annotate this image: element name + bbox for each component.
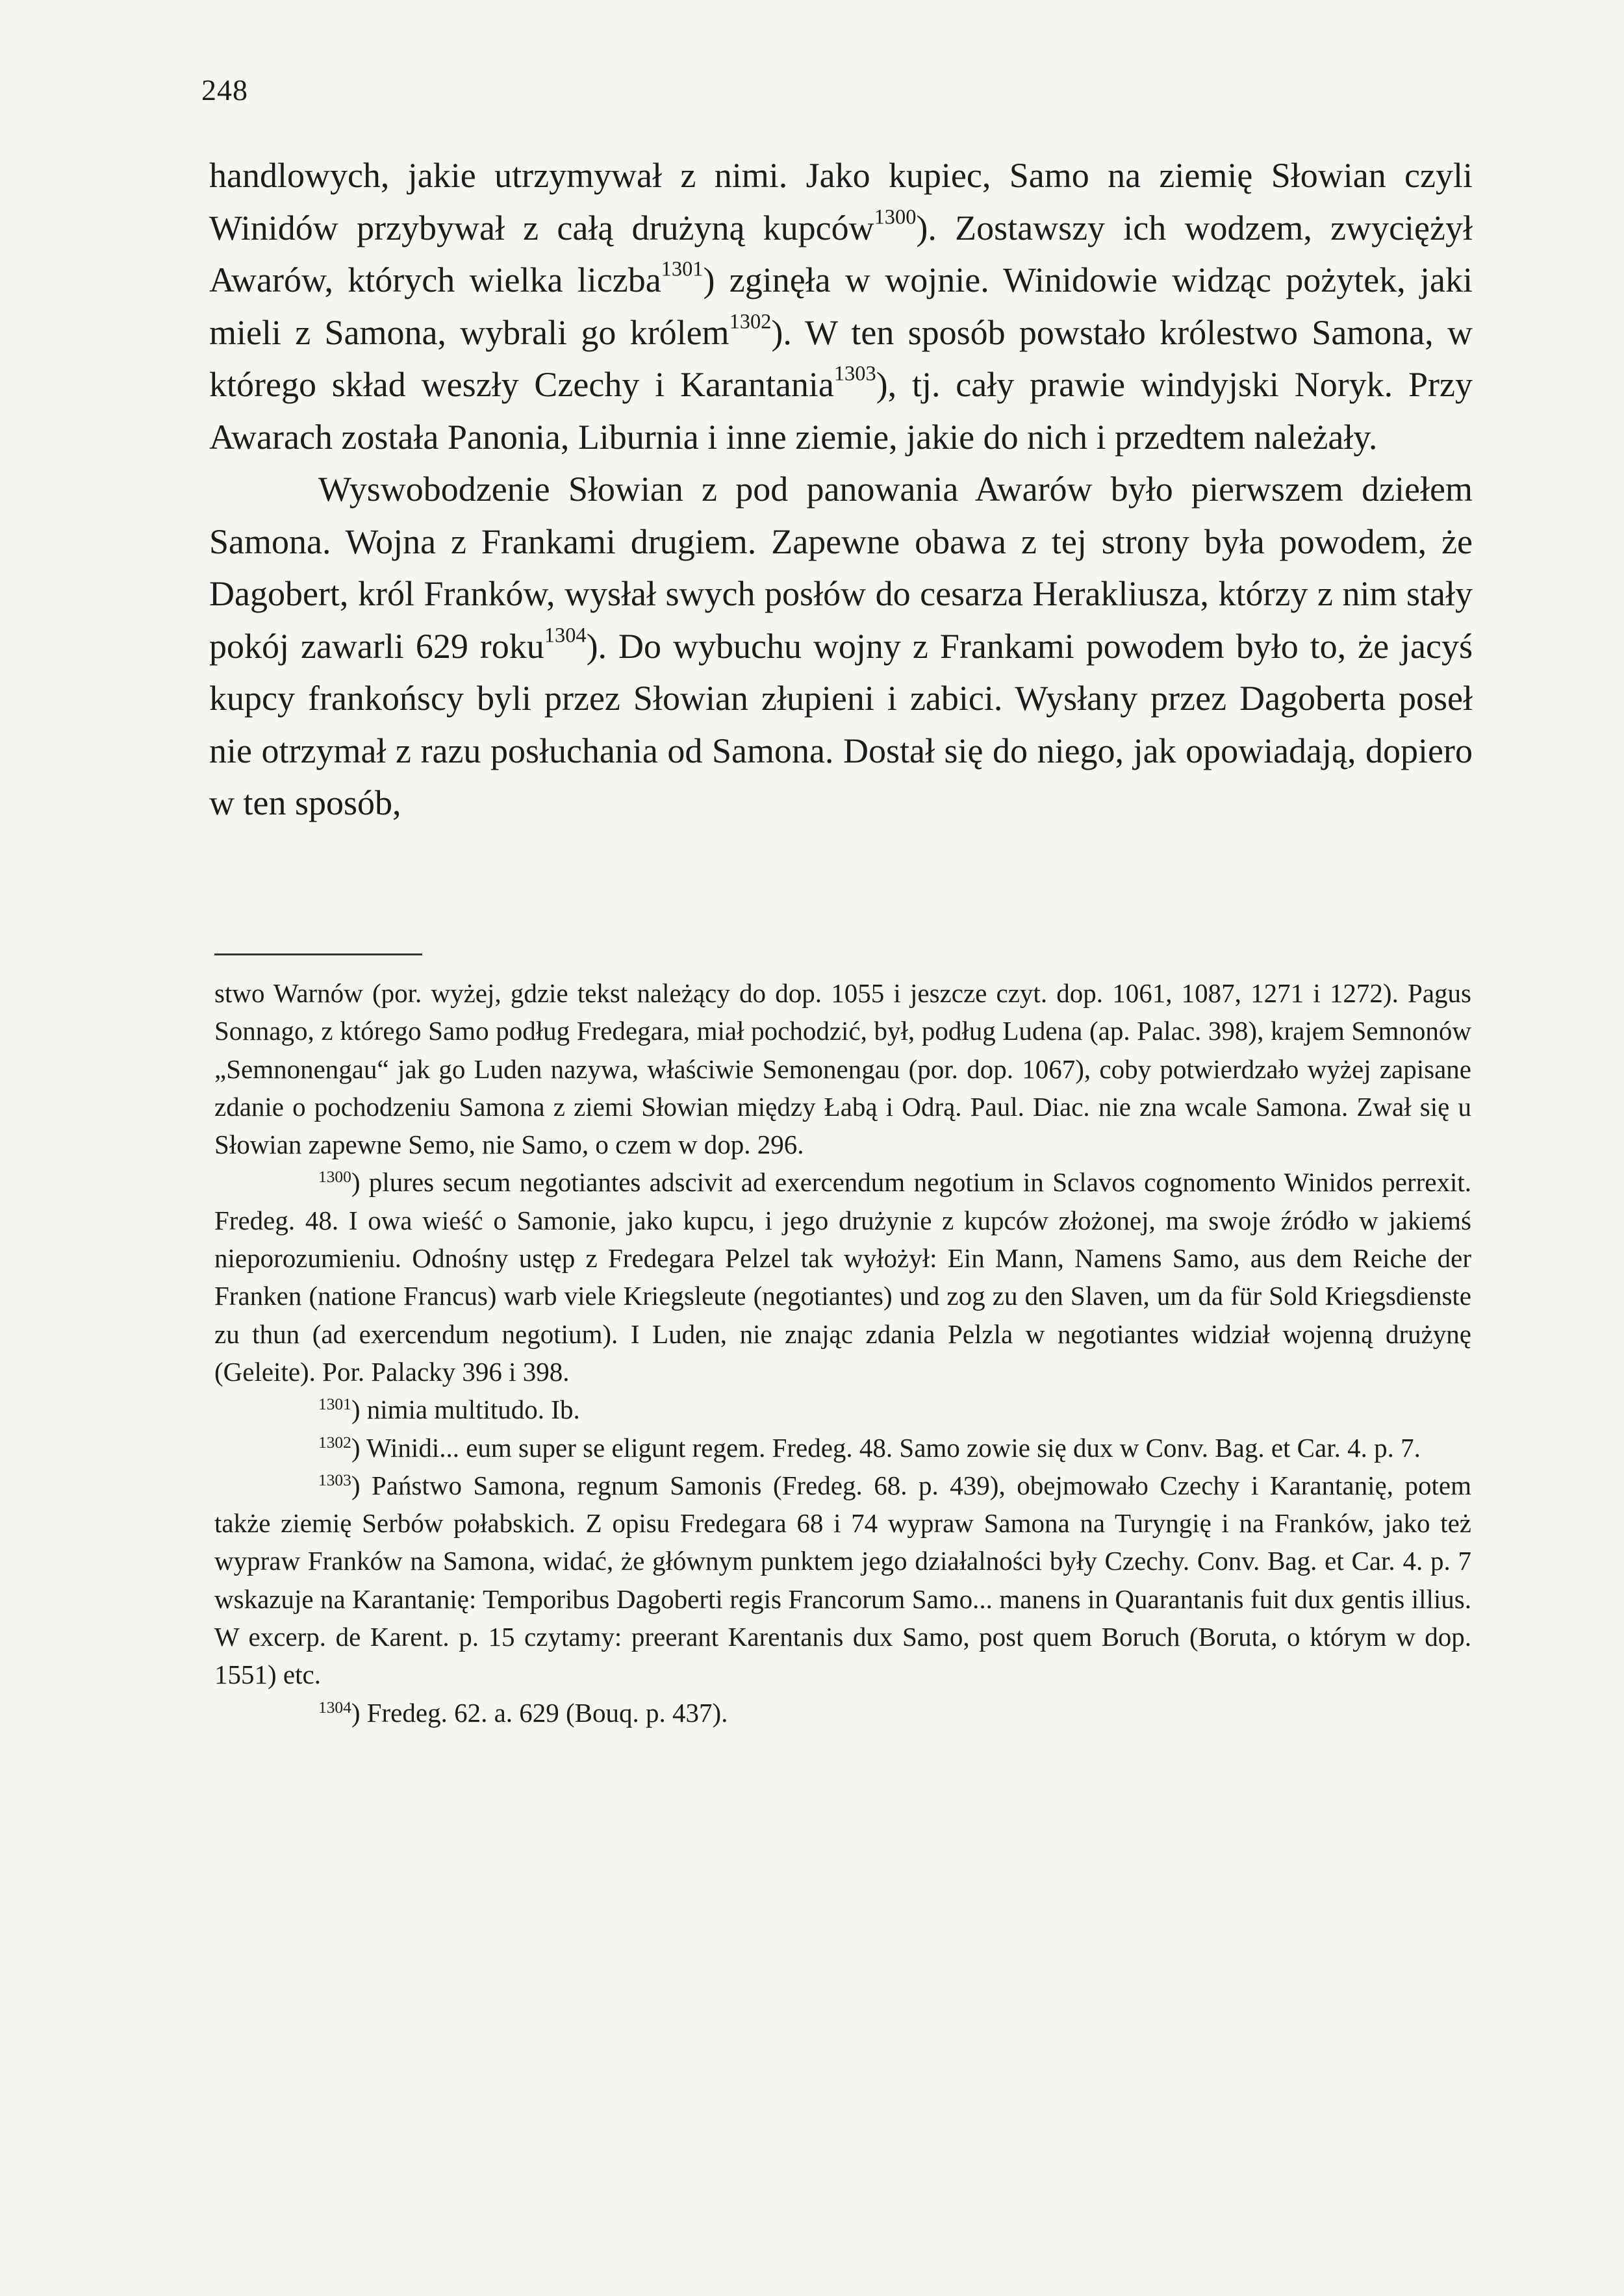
footnote-number: 1300 xyxy=(318,1168,351,1187)
footnote-text: ) nimia multitudo. Ib. xyxy=(351,1394,580,1425)
page-number: 248 xyxy=(201,73,248,107)
footnote-separator xyxy=(214,953,422,955)
footnote-text: ) Państwo Samona, regnum Samonis (Fredeg. 68. p. 439), obejmowało Czechy i Karantanię, potem także ziemię Serbów połabskich. Z opisu Fredegara 68 i 74 wypraw Samona na Turyngię i na Franków, jako też wypraw Franków na Samona, widać, że głównym punktem jego działalności były Czechy. Conv. Bag. et Car. 4. p. 7 wskazuje na Karantanię: Temporibus Dagoberti regis Francorum Samo... manens in Quarantanis fuit dux gentis illius. W excerp. de Karent. p. 15 czytamy: preerant Karentanis dux Samo, post quem Boruch (Boruta, o którym w dop. 1551) etc. xyxy=(214,1470,1471,1690)
text-segment: handlowych, jakie utrzymywał z nimi. Jako kupiec, Samo na ziemię Słowian czyli Winidów przybywał z całą drużyną kupców xyxy=(209,156,1473,247)
text-segment: Wyswobodzenie Słowian z pod panowania Awarów było pierwszem dziełem Samona. Wojna z Frankami drugiem. Zapewne obawa z tej strony była powodem, że Dagobert, król Franków, wysłał swych posłów do cesarza Herakliusza, którzy z nim stały pokój zawarli 629 roku xyxy=(209,470,1473,666)
footnote-number: 1301 xyxy=(318,1395,351,1414)
footnote-reference: 1303 xyxy=(833,362,876,386)
footnote xyxy=(214,1163,1471,1391)
footnotes xyxy=(214,974,1471,1732)
footnote-continuation: stwo Warnów (por. wyżej, gdzie tekst należący do dop. 1055 i jeszcze czyt. dop. 1061, 1087, 1271 i 1272). Pagus Sonnago, z którego Samo podług Fredegara, miał pochodzić, był, podług Ludena (ap. Palac. 398), krajem Semnonów „Semnonengau“ jak go Luden nazywa, właściwie Semonengau (por. dop. 1067), coby potwierdzało wyżej zapisane zdanie o pochodzeniu Samona z ziemi Słowian między Łabą i Odrą. Paul. Diac. nie zna wcale Samona. Zwał się u Słowian zapewne Semo, nie Samo, o czem w dop. 296. xyxy=(214,978,1471,1160)
footnote xyxy=(214,1467,1471,1694)
footnote-number: 1302 xyxy=(318,1433,351,1452)
text-segment: ), tj. cały prawie windyjski Noryk. Przy Awarach została Panonia, Liburnia i inne ziemie, jakie do nich i przedtem należały. xyxy=(209,365,1473,457)
paragraph xyxy=(209,149,1473,463)
footnote-reference: 1302 xyxy=(729,310,772,334)
footnote-reference: 1301 xyxy=(661,257,704,281)
paragraph xyxy=(209,463,1473,829)
footnote-reference: 1304 xyxy=(544,624,587,648)
footnote-text: ) Winidi... eum super se eligunt regem. Fredeg. 48. Samo zowie się dux w Conv. Bag. et Car. 4. p. 7. xyxy=(351,1432,1421,1463)
text-segment: ). Zostawszy ich wodzem, zwyciężył Awarów, których wielka liczba xyxy=(209,208,1473,299)
text-segment: ). Do wybuchu wojny z Frankami powodem było to, że jacyś kupcy frankońscy byli przez Słowian złupieni i zabici. Wysłany przez Dagoberta poseł nie otrzymał z razu posłuchania od Samona. Dostał się do niego, jak opowiadają, dopiero w ten sposób, xyxy=(209,626,1473,822)
text-segment: ). W ten sposób powstało królestwo Samona, w którego skład weszły Czechy i Karantania xyxy=(209,312,1473,404)
footnote-text: ) Fredeg. 62. a. 629 (Bouq. p. 437). xyxy=(351,1697,728,1728)
footnote-number: 1303 xyxy=(318,1470,351,1489)
footnote xyxy=(214,1391,1471,1428)
footnote-number: 1304 xyxy=(318,1698,351,1717)
footnote xyxy=(214,1429,1471,1467)
footnote-reference: 1300 xyxy=(874,205,917,229)
footnote xyxy=(214,1694,1471,1732)
main-text xyxy=(209,149,1473,829)
text-segment: ) zginęła w wojnie. Winidowie widząc pożytek, jaki mieli z Samona, wybrali go królem xyxy=(209,260,1473,352)
footnote-text: ) plures secum negotiantes adscivit ad exercendum negotium in Sclavos cognomento Winidos perrexit. Fredeg. 48. I owa wieść o Samonie, jako kupcu, i jego drużynie z kupców złożonej, ma swoje źródło w jakiemś nieporozumieniu. Odnośny ustęp z Fredegara Pelzel tak wyłożył: Ein Mann, Namens Samo, aus dem Reiche der Franken (natione Francus) warb viele Kriegsleute (negotiantes) und zog zu den Slaven, um da für Sold Kriegsdienste zu thun (ad exercendum negotium). I Luden, nie znając zdania Pelzla w negotiantes widział wojenną drużynę (Geleite). Por. Palacky 396 i 398. xyxy=(214,1167,1471,1387)
